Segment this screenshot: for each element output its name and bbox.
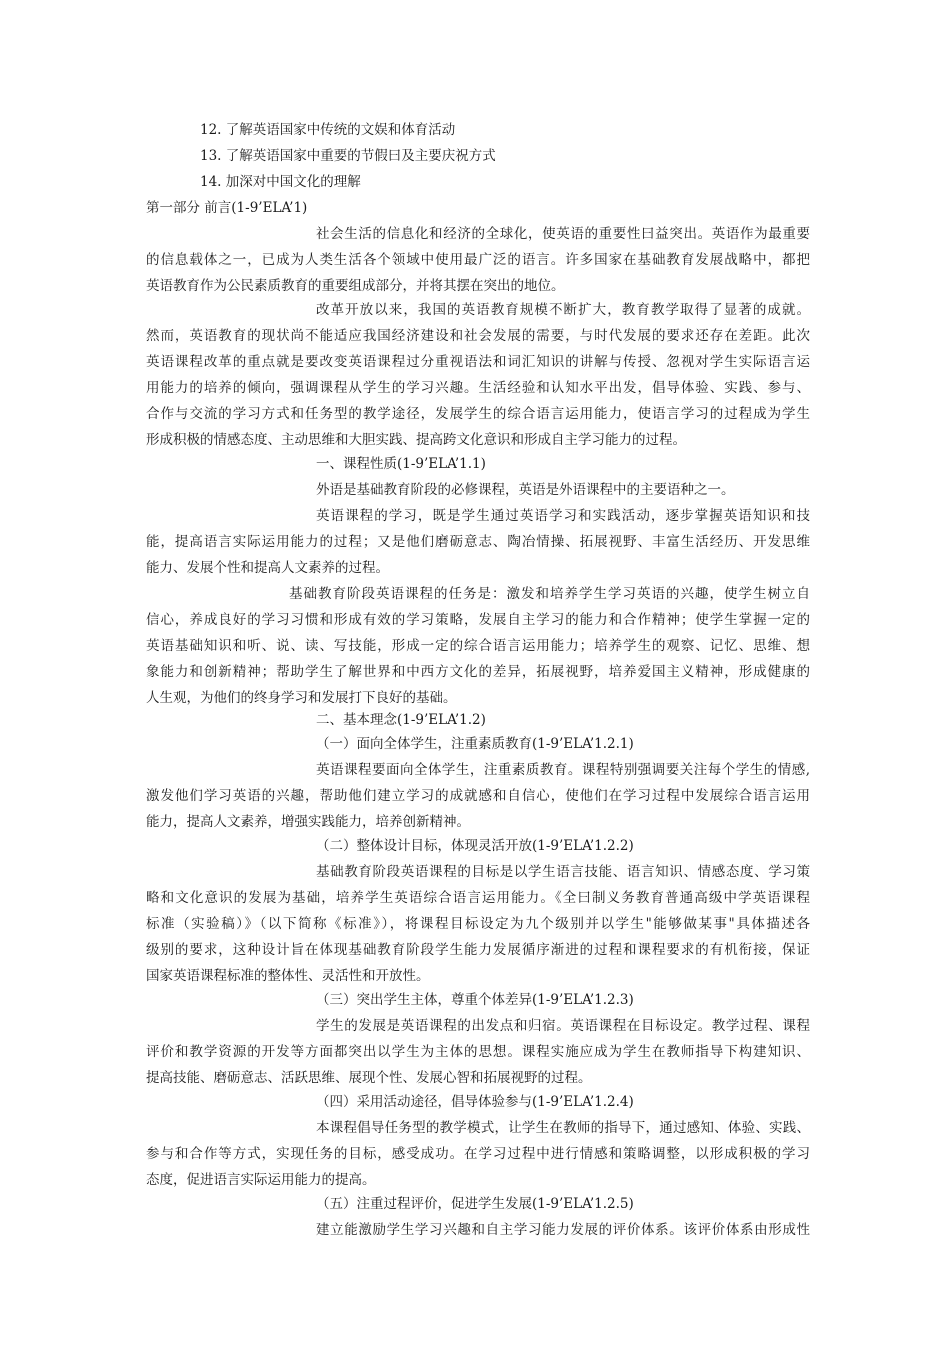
list-item-13: 13. 了解英语国家中重要的节假曰及主要庆祝方式 (200, 148, 496, 164)
subsection-line: 提高技能、磨砺意志、活跃思维、展现个性、发展心智和拓展视野的过程。 (146, 1070, 592, 1086)
subsection-line: 级别的要求，这种设计旨在体现基础教育阶段学生能力发展循序渐进的过程和课程要求的有机衔接，保证 (146, 942, 810, 958)
section1-para3-line: 英语基础知识和听、说、读、写技能，形成一定的综合语言运用能力；培养学生的观察、记忆、思维、想 (146, 638, 810, 654)
section1-para2-line: 能，提高语言实际运用能力的过程；又是他们磨砺意志、陶冶情操、拓展视野、丰富生活经历、开发思维 (146, 534, 810, 550)
preface-para2-line: 英语课程改革的重点就是要改变英语课程过分重视语法和词汇知识的讲解与传授、忽视对学生实际语言运 (146, 354, 810, 370)
subsection-line: 评价和教学资源的开发等方面都突出以学生为主体的思想。课程实施应成为学生在教师指导下构建知识、 (146, 1044, 810, 1060)
section1-para2-line: 能力、发展个性和提高人文素养的过程。 (146, 560, 389, 576)
list-item-14: 14. 加深对中国文化的理解 (200, 174, 361, 190)
subsection-line: 国家英语课程标准的整体性、灵活性和开放性。 (146, 968, 430, 984)
preface-para2-line: 改革开放以来，我国的英语教育规模不断扩大，教育教学取得了显著的成就。 (316, 302, 810, 318)
subsection-line: 建立能激励学生学习兴趣和自主学习能力发展的评价体系。该评价体系由形成性 (316, 1222, 810, 1238)
part-heading: 第一部分 前言(1-9’ELA’1) (146, 200, 308, 216)
section1-para3-line: 基础教育阶段英语课程的任务是：激发和培养学生学习英语的兴趣，使学生树立自 (289, 586, 810, 602)
list-item-12: 12. 了解英语国家中传统的文娱和体育活动 (200, 122, 456, 138)
section1-para1: 外语是基础教育阶段的必修课程，英语是外语课程中的主要语种之一。 (316, 482, 735, 498)
section1-para3-line: 信心，养成良好的学习习惯和形成有效的学习策略，发展自主学习的能力和合作精神；使学生掌握一定的 (146, 612, 810, 628)
preface-para2-line: 形成积极的情感态度、主动思维和大胆实践、提高跨文化意识和形成自主学习能力的过程。 (146, 432, 686, 448)
section-heading-basic-concepts: 二、基本理念(1-9’ELA’1.2) (316, 712, 486, 728)
subsection-heading: （四）采用活动途径，倡导体验参与(1-9’ELA’1.2.4) (316, 1094, 634, 1110)
subsection-line: 略和文化意识的发展为基础，培养学生英语综合语言运用能力。《全曰制义务教育普通高级中学英语课程 (146, 890, 810, 906)
subsection-line: 本课程倡导任务型的教学模式，让学生在教师的指导下，通过感知、体验、实践、 (316, 1120, 810, 1136)
subsection-heading: （二）整体设计目标，体现灵活开放(1-9’ELA’1.2.2) (316, 838, 634, 854)
subsection-line: 态度，促进语言实际运用能力的提高。 (146, 1172, 376, 1188)
subsection-line: 英语课程要面向全体学生，注重素质教育。课程特别强调要关注每个学生的情感, (316, 762, 810, 778)
subsection-line: 标准（实验稿）》（以下简称《标准》），将课程目标设定为九个级别并以学生"能够做某事"具体描述各 (146, 916, 810, 932)
subsection-line: 参与和合作等方式，实现任务的目标，感受成功。在学习过程中进行情感和策略调整，以形成积极的学习 (146, 1146, 810, 1162)
preface-para2-line: 合作与交流的学习方式和任务型的教学途径，发展学生的综合语言运用能力，使语言学习的过程成为学生 (146, 406, 810, 422)
section1-para3-line: 象能力和创新精神；帮助学生了解世界和中西方文化的差异，拓展视野，培养爱国主义精神，形成健康的 (146, 664, 810, 680)
subsection-line: 基础教育阶段英语课程的目标是以学生语言技能、语言知识、情感态度、学习策 (316, 864, 810, 880)
section1-para3-line: 人生观，为他们的终身学习和发展打下良好的基础。 (146, 690, 457, 706)
preface-para2-line: 用能力的培养的倾向，强调课程从学生的学习兴趣。生活经验和认知水平出发，倡导体验、实践、参与、 (146, 380, 810, 396)
subsection-line: 学生的发展是英语课程的出发点和归宿。英语课程在目标设定。教学过程、课程 (316, 1018, 810, 1034)
subsection-line: 能力，提高人文素养，增强实践能力，培养创新精神。 (146, 814, 470, 830)
subsection-line: 激发他们学习英语的兴趣，帮助他们建立学习的成就感和自信心，使他们在学习过程中发展综合语言运用 (146, 788, 810, 804)
preface-para1-line: 英语教育作为公民素质教育的重要组成部分，并将其摆在突出的地位。 (146, 278, 565, 294)
preface-para1-line: 的信息载体之一，已成为人类生活各个领域中使用最广泛的语言。许多国家在基础教育发展战略中，都把 (146, 252, 810, 268)
subsection-heading: （五）注重过程评价，促进学生发展(1-9’ELA’1.2.5) (316, 1196, 634, 1212)
preface-para1-line: 社会生活的信息化和经济的全球化，使英语的重要性曰益突出。英语作为最重要 (316, 226, 810, 242)
subsection-heading: （一）面向全体学生，注重素质教育(1-9’ELA’1.2.1) (316, 736, 634, 752)
preface-para2-line: 然而，英语教育的现状尚不能适应我国经济建设和社会发展的需要，与时代发展的要求还存在差距。此次 (146, 328, 810, 344)
section-heading-course-nature: 一、课程性质(1-9’ELA’1.1) (316, 456, 486, 472)
section1-para2-line: 英语课程的学习，既是学生通过英语学习和实践活动，逐步掌握英语知识和技 (316, 508, 810, 524)
subsection-heading: （三）突出学生主体，尊重个体差异(1-9’ELA’1.2.3) (316, 992, 634, 1008)
